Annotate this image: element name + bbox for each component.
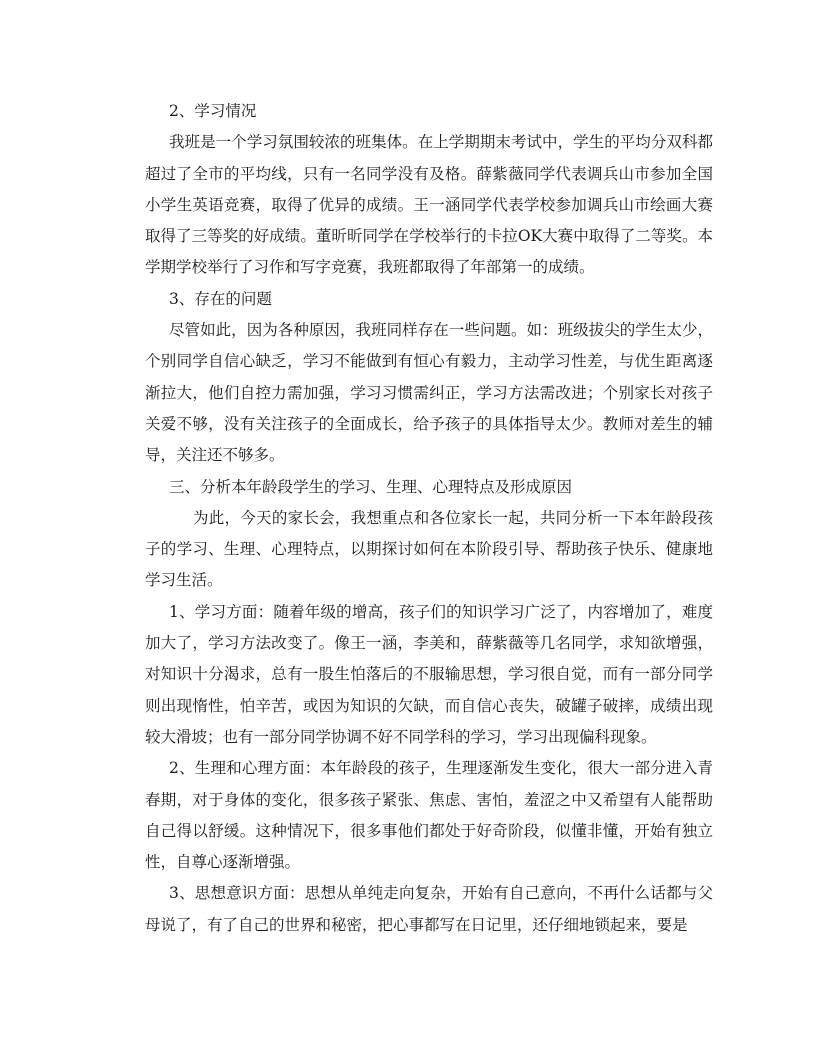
paragraph-analysis-intro: 为此，今天的家长会，我想重点和各位家长一起，共同分析一下本年龄段孩子的学习、生理、心理特点，以期探讨如何在本阶段引导、帮助孩子快乐、健康地学习生活。: [145, 508, 713, 590]
paragraph-study-situation: 我班是一个学习氛围较浓的班集体。在上学期期末考试中，学生的平均分双科都超过了全市的平均线，只有一名同学没有及格。薛紫薇同学代表调兵山市参加全国小学生英语竞赛，取得了优异的成绩。王一涵同学代表学校参加调兵山市绘画大赛取得了三等奖的好成绩。董昕昕同学在学校举行的卡拉OK大赛中取得了二等奖。本学期学校举行了习作和写字竞赛，我班都取得了年部第一的成绩。: [145, 133, 713, 277]
document-page: [145, 96, 713, 941]
subheading-study-situation: 2、学习情况: [169, 102, 257, 120]
paragraph-existing-problems: 尽管如此，因为各种原因，我班同样存在一些问题。如：班级拔尖的学生太少，个别同学自信心缺乏，学习不能做到有恒心有毅力，主动学习性差，与优生距离逐渐拉大，他们自控力需加强，学习习惯需纠正，学习方法需改进；个别家长对孩子关爱不够，没有关注孩子的全面成长，给予孩子的具体指导太少。教师对差生的辅导，关注还不够多。: [145, 321, 713, 465]
paragraph-study-aspect: 1、学习方面：随着年级的增高，孩子们的知识学习广泛了，内容增加了，难度加大了，学习方法改变了。像王一涵，李美和，薛紫薇等几名同学，求知欲增强，对知识十分渴求，总有一股生怕落后的不服输思想，学习很自觉，而有一部分同学则出现惰性，怕辛苦，或因为知识的欠缺，而自信心丧失，破罐子破摔，成绩出现较大滑坡；也有一部分同学协调不好不同学科的学习，学习出现偏科现象。: [145, 602, 713, 746]
section-heading-analysis: 三、分析本年龄段学生的学习、生理、心理特点及形成原因: [169, 477, 573, 496]
subheading-existing-problems: 3、存在的问题: [169, 289, 272, 308]
paragraph-physio-psych-aspect: 2、生理和心理方面：本年龄段的孩子，生理逐渐发生变化，很大一部分进入青春期，对于身体的变化，很多孩子紧张、焦虑、害怕，羞涩之中又希望有人能帮助自己得以舒缓。这种情况下，很多事他们都处于好奇阶段，似懂非懂，开始有独立性，自尊心逐渐增强。: [145, 759, 713, 872]
paragraph-ideology-aspect: 3、思想意识方面：思想从单纯走向复杂，开始有自己意向，不再什么话都与父母说了，有了自己的世界和秘密，把心事都写在日记里，还仔细地锁起来，要是: [145, 884, 713, 934]
